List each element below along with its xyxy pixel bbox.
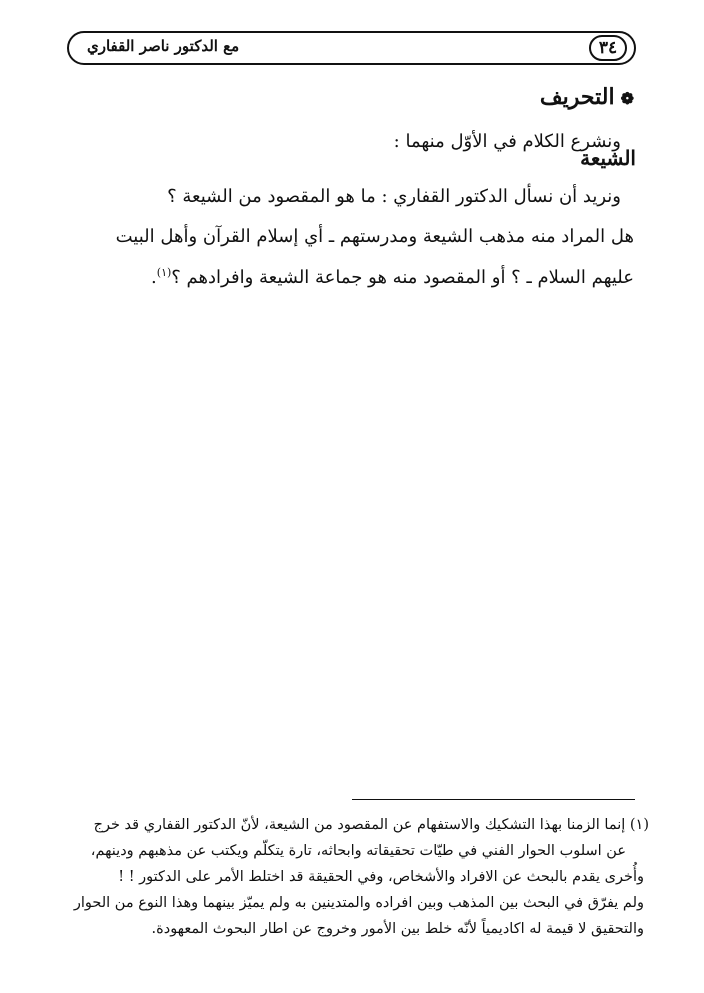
page-header bbox=[67, 31, 636, 65]
heading-text: التحريف bbox=[539, 84, 615, 110]
footnote-line-4: ولم يفرّق في البحث بين المذهب وبين افراده والمتدينين به ولم يميّز بينهما وهذا النوع من الحوار bbox=[73, 895, 644, 911]
footnote-line-2: عن اسلوب الحوار الفني في طيّات تحقيقاته وابحاثه، تارة يتكلّم ويكتب عن مذهبهم ودينهم، bbox=[90, 843, 626, 859]
footnote-marker[interactable]: (١) bbox=[156, 266, 172, 279]
footnote-line-1: (١) إنما الزمنا بهذا التشكيك والاستفهام عن المقصود من الشيعة، لأنّ الدكتور القفاري قد خرج bbox=[93, 817, 649, 833]
star-icon: ❁ bbox=[620, 89, 634, 108]
running-title: مع الدكتور ناصر القفاري bbox=[87, 37, 240, 55]
footnote-divider bbox=[352, 799, 635, 800]
footnote-line-3: وأُخرى يقدم بالبحث عن الافراد والأشخاص، وفي الحقيقة قد اختلط الأمر على الدكتور ! ! bbox=[118, 869, 644, 885]
body-line-4-text: عليهم السلام ـ ؟ أو المقصود منه هو جماعة الشيعة وافرادهم ؟ bbox=[171, 267, 634, 288]
side-label: الشيعة bbox=[580, 146, 636, 170]
body-line-1: ونشرع الكلام في الأوّل منهما : bbox=[393, 131, 621, 152]
page-number: ٣٤ bbox=[589, 35, 627, 61]
footnote-line-5: والتحقيق لا قيمة له اكاديمياً لأنّه خلط بين الأمور وخروج عن اطار البحوث المعهودة. bbox=[151, 921, 644, 937]
body-line-4: عليهم السلام ـ ؟ أو المقصود منه هو جماعة الشيعة وافرادهم ؟$^{(١)}$. bbox=[151, 266, 634, 288]
section-heading bbox=[540, 84, 634, 110]
body-line-3: هل المراد منه مذهب الشيعة ومدرستهم ـ أي إسلام القرآن وأهل البيت bbox=[115, 226, 634, 247]
body-line-2: ونريد أن نسأل الدكتور القفاري : ما هو المقصود من الشيعة ؟ bbox=[167, 186, 621, 207]
